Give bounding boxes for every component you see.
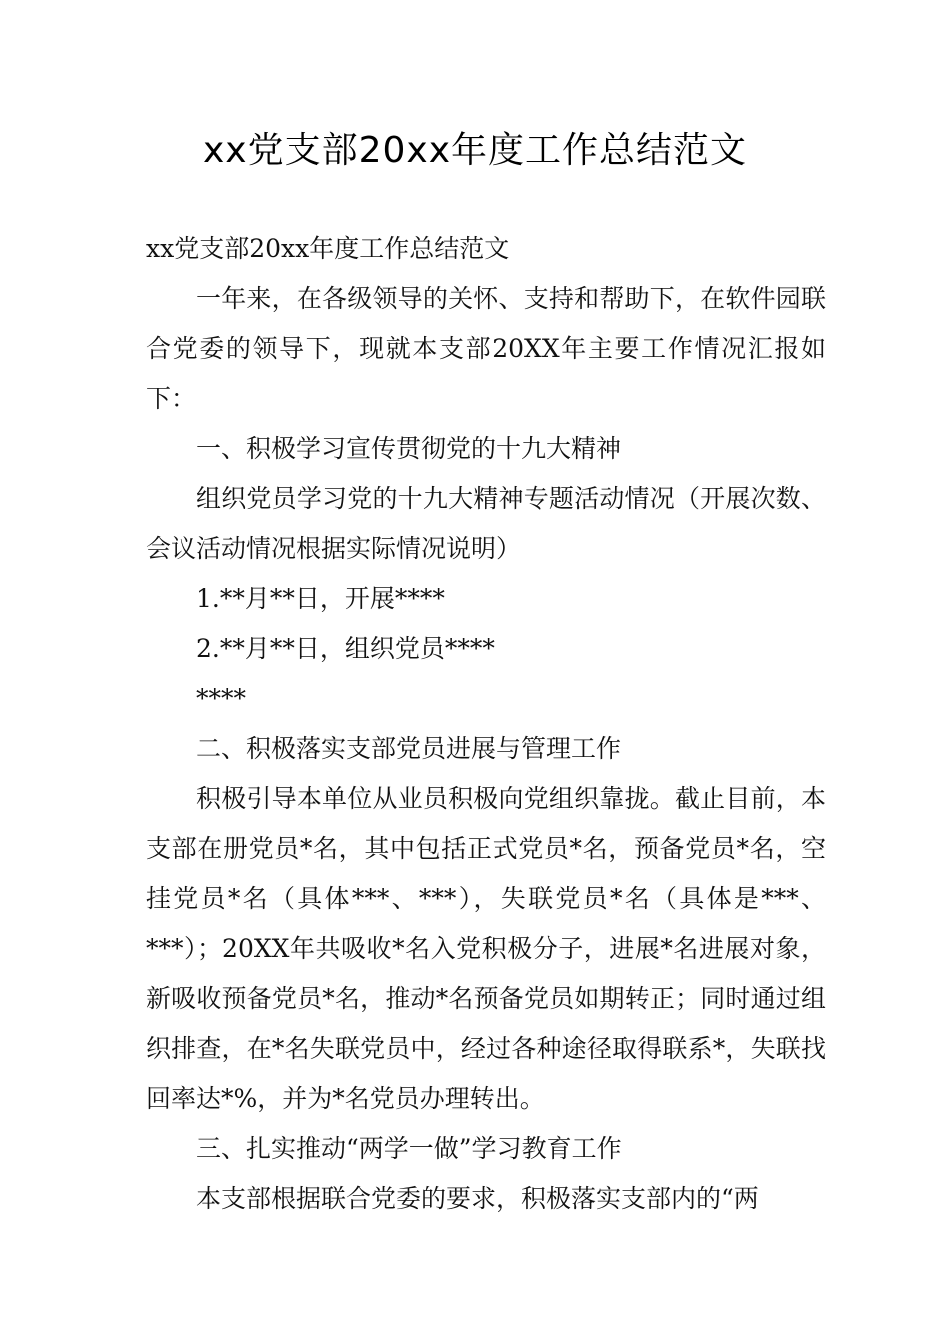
document-body	[146, 224, 826, 1224]
section-1-paragraph: 组织党员学习党的十九大精神专题活动情况（开展次数、会议活动情况根据实际情况说明）	[146, 484, 826, 563]
list-item-1: 1.**月**日，开展****	[196, 584, 445, 613]
section-heading-1: 一、积极学习宣传贯彻党的十九大精神	[196, 434, 622, 463]
document-title: xx党支部20xx年度工作总结范文	[202, 130, 748, 171]
subtitle-line: xx党支部20xx年度工作总结范文	[146, 234, 510, 263]
section-heading-3: 三、扎实推动“两学一做”学习教育工作	[196, 1134, 622, 1163]
list-item-placeholder: ****	[196, 684, 246, 713]
section-2-paragraph: 积极引导本单位从业员积极向党组织靠拢。截止目前，本支部在册党员*名，其中包括正式党员*名，预备党员*名，空挂党员*名（具体***、***），失联党员*名（具体是***、***）；20XX年共吸收*名入党积极分子，进展*名进展对象，新吸收预备党员*名，推动*名预备党员如期转正；同时通过组织排查，在*名失联党员中，经过各种途径取得联系*，失联找回率达*%，并为*名党员办理转出。	[146, 784, 826, 1113]
section-heading-2: 二、积极落实支部党员进展与管理工作	[196, 734, 622, 763]
intro-paragraph: 一年来，在各级领导的关怀、支持和帮助下，在软件园联合党委的领导下，现就本支部20XX年主要工作情况汇报如下：	[146, 284, 826, 413]
list-item-2: 2.**月**日，组织党员****	[196, 634, 495, 663]
section-3-paragraph: 本支部根据联合党委的要求，积极落实支部内的“两	[196, 1184, 759, 1213]
